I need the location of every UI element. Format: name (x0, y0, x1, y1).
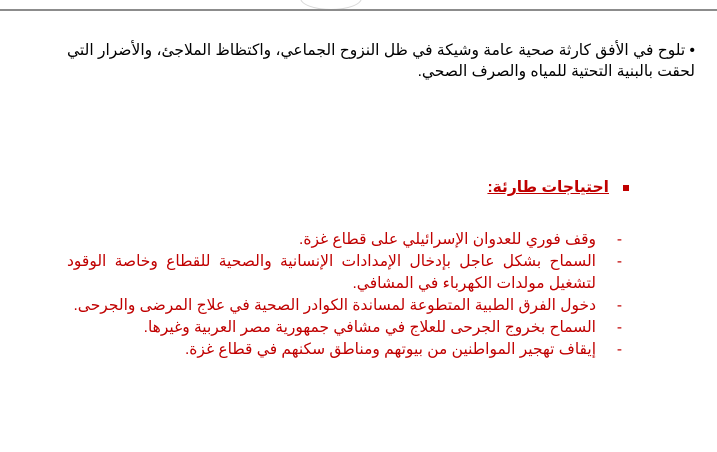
list-item (67, 339, 622, 361)
list-item (67, 229, 622, 251)
list-item (67, 317, 622, 339)
list-item-text: السماح بشكل عاجل بإدخال الإمدادات الإنسانية والصحية للقطاع وخاصة الوقود لتشغيل مولدات الكهرباء في المشافي. (67, 253, 596, 292)
intro-paragraph (67, 40, 695, 82)
header-divider (0, 9, 717, 11)
list-item (67, 251, 622, 295)
dash-marker: - (616, 253, 622, 270)
intro-text: تلوح في الأفق كارثة صحية عامة وشيكة في ظل النزوح الجماعي، واكتظاظ الملاجئ، والأضرار التي لحقت بالبنية التحتية للمياه والصرف الصحي. (67, 42, 695, 80)
square-bullet-icon (623, 185, 629, 191)
dash-marker: - (616, 297, 622, 314)
needs-list (67, 229, 622, 361)
dash-marker: - (616, 341, 622, 358)
intro-bullet: • (689, 42, 695, 59)
section-heading (487, 178, 629, 197)
section-heading-text: احتياجات طارئة: (487, 179, 609, 196)
list-item-text: دخول الفرق الطبية المتطوعة لمساندة الكوادر الصحية في علاج المرضى والجرحى. (73, 297, 596, 314)
list-item-text: السماح بخروج الجرحى للعلاج في مشافي جمهورية مصر العربية وغيرها. (143, 319, 596, 336)
list-item-text: وقف فوري للعدوان الإسرائيلي على قطاع غزة. (299, 231, 596, 248)
dash-marker: - (616, 231, 622, 248)
list-item (67, 295, 622, 317)
dash-marker: - (616, 319, 622, 336)
list-item-text: إيقاف تهجير المواطنين من بيوتهم ومناطق سكنهم في قطاع غزة. (184, 341, 596, 358)
